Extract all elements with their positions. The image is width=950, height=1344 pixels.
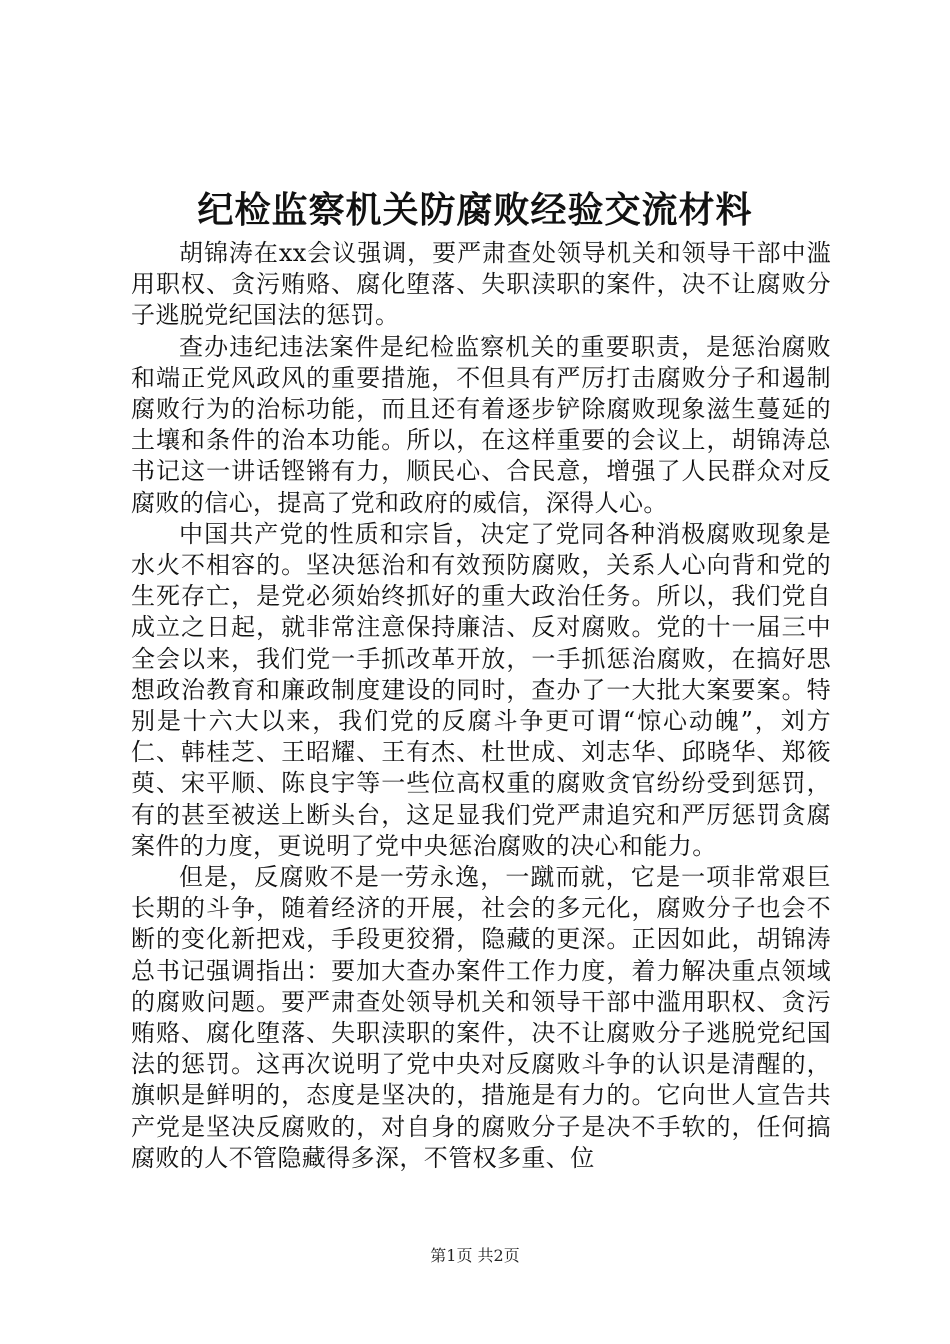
paragraph-3: 中国共产党的性质和宗旨，决定了党同各种消极腐败现象是水火不相容的。坚决惩治和有效预防腐败，关系人心向背和党的生死存亡，是党必须始终抓好的重大政治任务。所以，我们党自成立之日起，就非常注意保持廉洁、反对腐败。党的十一届三中全会以来，我们党一手抓改革开放，一手抓惩治腐败，在搞好思想政治教育和廉政制度建设的同时，查办了一大批大案要案。特别是十六大以来，我们党的反腐斗争更可谓“惊心动魄”，刘方仁、韩桂芝、王昭耀、王有杰、杜世成、刘志华、邱晓华、郑筱萸、宋平顺、陈良宇等一些位高权重的腐败贪官纷纷受到惩罚，有的甚至被送上断头台，这足显我们党严肃追究和严厉惩罚贪腐案件的力度，更说明了党中央惩治腐败的决心和能力。 [131, 519, 831, 860]
page-number-footer: 第1页 共2页 [430, 1246, 520, 1265]
paragraph-4: 但是，反腐败不是一劳永逸，一蹴而就，它是一项非常艰巨长期的斗争，随着经济的开展，社会的多元化，腐败分子也会不断的变化新把戏，手段更狡猾，隐藏的更深。正因如此，胡锦涛总书记强调指出：要加大查办案件工作力度，着力解决重点领域的腐败问题。要严肃查处领导机关和领导干部中滥用职权、贪污贿赂、腐化堕落、失职渎职的案件，决不让腐败分子逃脱党纪国法的惩罚。这再次说明了党中央对反腐败斗争的认识是清醒的，旗帜是鲜明的，态度是坚决的，措施是有力的。它向世人宣告共产党是坚决反腐败的，对自身的腐败分子是决不手软的，任何搞腐败的人不管隐藏得多深，不管权多重、位 [131, 863, 831, 1172]
document-title: 纪检监察机关防腐败经验交流材料 [197, 189, 753, 231]
paragraph-1: 胡锦涛在xx会议强调，要严肃查处领导机关和领导干部中滥用职权、贪污贿赂、腐化堕落、失职渎职的案件，决不让腐败分子逃脱党纪国法的惩罚。 [131, 239, 831, 330]
paragraph-2: 查办违纪违法案件是纪检监察机关的重要职责，是惩治腐败和端正党风政风的重要措施，不但具有严厉打击腐败分子和遏制腐败行为的治标功能，而且还有着逐步铲除腐败现象滋生蔓延的土壤和条件的治本功能。所以，在这样重要的会议上，胡锦涛总书记这一讲话铿锵有力，顺民心、合民意，增强了人民群众对反腐败的信心，提高了党和政府的威信，深得人心。 [131, 332, 831, 517]
document-body [131, 238, 831, 1174]
